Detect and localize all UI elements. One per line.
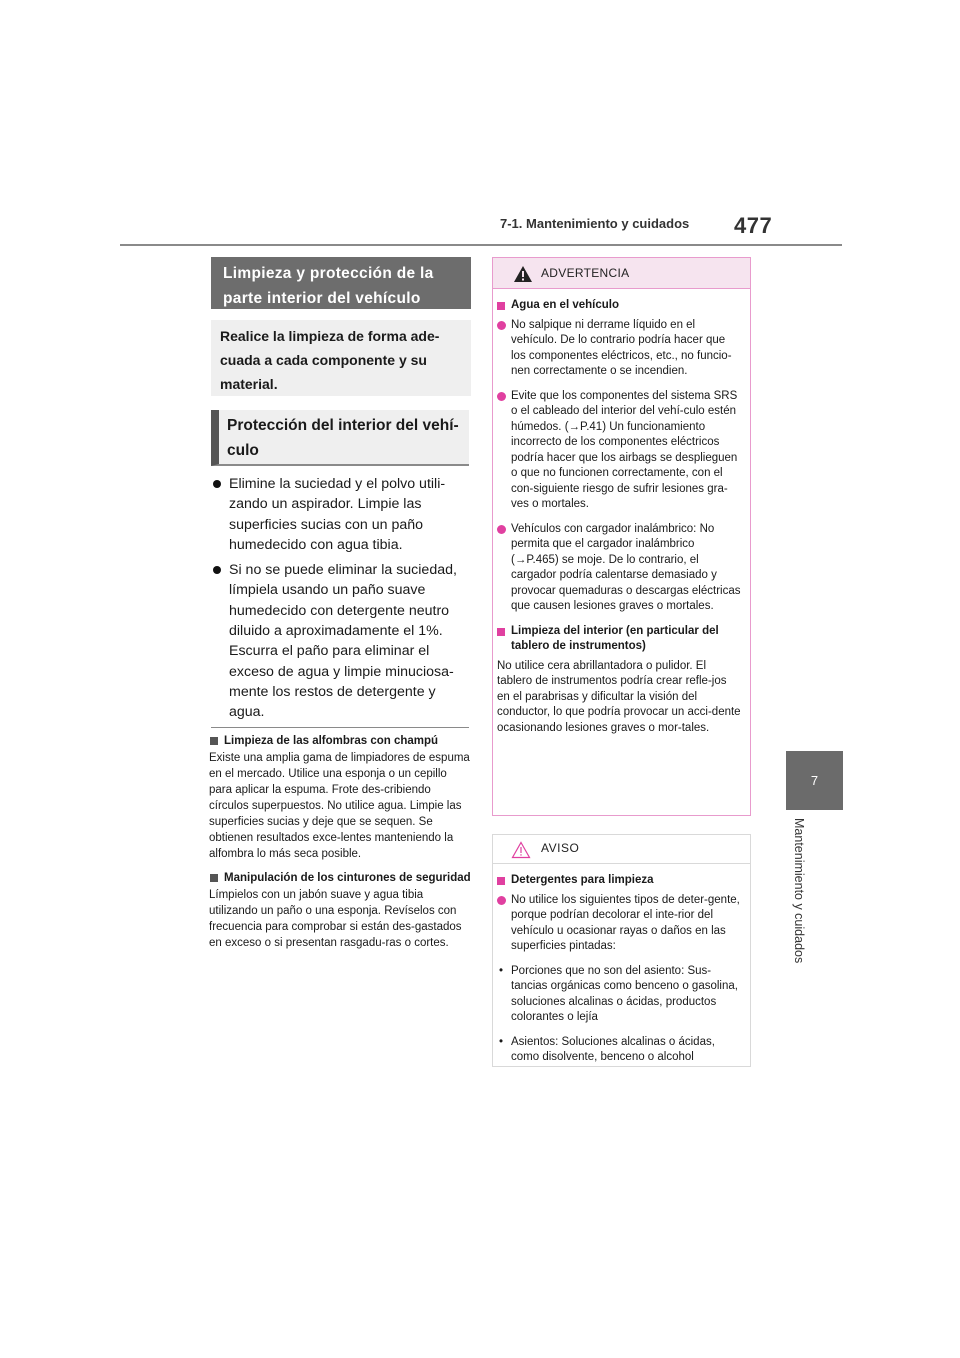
list-item bbox=[211, 474, 471, 555]
sub-notes bbox=[209, 733, 471, 959]
square-bullet-icon bbox=[210, 874, 218, 882]
section-title: Limpieza y protección de la parte interior del vehículo bbox=[211, 257, 471, 309]
notice-heading-text: Detergentes para limpieza bbox=[511, 874, 654, 886]
warning-title: ADVERTENCIA bbox=[541, 266, 630, 280]
warning-box bbox=[492, 257, 751, 816]
warning-item bbox=[497, 389, 742, 513]
warning-item-text: Evite que los componentes del sistema SRS o el cableado del interior del vehí-culo estén húmedos. (→P.41) Un funcionamiento incorrecto de los componentes eléctricos podría hacer que los airbags se desplieguen o que no funcionen correctamente, con el con-siguiente riesgo de sufrir lesiones gra-ves o mortales. bbox=[511, 389, 738, 510]
warning-triangle-icon bbox=[513, 265, 533, 283]
bullet-icon bbox=[497, 321, 506, 330]
page-number: 477 bbox=[734, 213, 773, 238]
warning-paragraph: No utilice cera abrillantadora o pulidor. El tablero de instrumentos podría crear refle-jos en el parabrisas y dificultar la visión del conductor, lo que podría provocar un acci-dente ocasionando lesiones graves o mor-tales. bbox=[497, 659, 741, 734]
list-item-text: Elimine la suciedad y el polvo utili-zando un aspirador. Limpie las superficies sucias con un paño humedecido con agua tibia. bbox=[229, 476, 446, 553]
bullet-icon bbox=[497, 525, 506, 534]
bullet-icon bbox=[213, 480, 221, 488]
list-item bbox=[211, 560, 471, 722]
warning-heading-text: Agua en el vehículo bbox=[511, 299, 619, 311]
notice-box bbox=[492, 834, 751, 1067]
notice-subitem-text: Porciones que no son del asiento: Sus-tancias orgánicas como benceno o gasolina, soluciones alcalinas o ácidas, productos colorantes o lejía bbox=[511, 964, 738, 1023]
bullet-icon bbox=[497, 896, 506, 905]
warning-heading bbox=[497, 298, 742, 314]
chapter-label-container bbox=[786, 818, 806, 988]
section-intro: Realice la limpieza de forma ade-cuada a cada componente y su material. bbox=[211, 320, 471, 396]
warning-item-text: Vehículos con cargador inalámbrico: No permita que el cargador inalámbrico (→P.465) se moje. De lo contrario, el cargador podría calentarse demasiado y provocar quemaduras o descargas eléctricas que causen lesiones graves o mortales. bbox=[511, 522, 741, 612]
warning-item-text: No salpique ni derrame líquido en el vehículo. De lo contrario podría hacer que los componentes eléctricos, etc., no funcio-nen correctamente o se incendien. bbox=[511, 318, 732, 377]
section-header: 7-1. Mantenimiento y cuidados bbox=[500, 216, 690, 231]
square-bullet-icon bbox=[497, 877, 505, 885]
subsection-title: Protección del interior del vehí-culo bbox=[211, 410, 469, 466]
notice-title: AVISO bbox=[541, 841, 580, 855]
notice-subitem: • Porciones que no son del asiento: Sus-tancias orgánicas como benceno o gasolina, soluciones alcalinas o ácidas, productos colorantes o lejía bbox=[499, 964, 738, 1023]
warning-heading-text: Limpieza del interior (en particular del tablero de instrumentos) bbox=[511, 624, 719, 652]
note-heading-text: Limpieza de las alfombras con champú bbox=[224, 735, 439, 747]
notice-item bbox=[497, 893, 742, 955]
notice-header bbox=[493, 835, 750, 864]
caution-triangle-icon bbox=[511, 841, 531, 859]
header-rule bbox=[120, 244, 842, 246]
warning-item bbox=[497, 522, 742, 615]
list-item-text: Si no se puede eliminar la suciedad, límpiela usando un paño suave humedecido con detergente neutro diluido a aproximadamente el 1%. Escurra el paño para eliminar el exceso de agua y limpie minuciosa-mente los restos de detergente y agua. bbox=[229, 562, 457, 721]
chapter-label: Mantenimiento y cuidados bbox=[792, 818, 806, 964]
notice-subitem-text: Asientos: Soluciones alcalinas o ácidas, como disolvente, benceno o alcohol bbox=[511, 1035, 715, 1063]
notice-subitem: • Asientos: Soluciones alcalinas o ácidas, como disolvente, benceno o alcohol bbox=[499, 1035, 715, 1063]
warning-header bbox=[493, 258, 750, 289]
chapter-number: 7 bbox=[810, 773, 819, 788]
bullet-icon bbox=[497, 392, 506, 401]
warning-item bbox=[497, 318, 742, 380]
warning-heading bbox=[497, 624, 742, 655]
note-heading bbox=[209, 870, 471, 886]
note-heading bbox=[209, 733, 471, 749]
note-text: Límpielos con un jabón suave y agua tibia utilizando un paño o una esponja. Revíselos con frecuencia para comprobar si están des-gastados en exceso o si presentan rasgadu-ras o cortes. bbox=[209, 889, 462, 949]
chapter-tab bbox=[786, 751, 843, 810]
note-text: Existe una amplia gama de limpiadores de espuma en el mercado. Utilice una esponja o un cepillo para aplicar la espuma. Frote des-cribiendo círculos superpuestos. No utilice agua. Limpie las superficies sucias y deje que se sequen. Se obtienen resultados exce-lentes manteniendo la alfombra lo más seca posible. bbox=[209, 752, 470, 860]
bullet-icon bbox=[213, 566, 221, 574]
square-bullet-icon bbox=[210, 737, 218, 745]
note-heading-text: Manipulación de los cinturones de seguridad bbox=[224, 872, 471, 884]
square-bullet-icon bbox=[497, 302, 505, 310]
notice-item-text: No utilice los siguientes tipos de deter-gente, porque podrían decolorar el inte-rior del vehículo u ocasionar rayas o daños en las superficies pintadas: bbox=[511, 893, 740, 952]
divider bbox=[211, 727, 469, 728]
notice-heading bbox=[497, 873, 742, 889]
bullet-list bbox=[211, 474, 471, 728]
square-bullet-icon bbox=[497, 628, 505, 636]
